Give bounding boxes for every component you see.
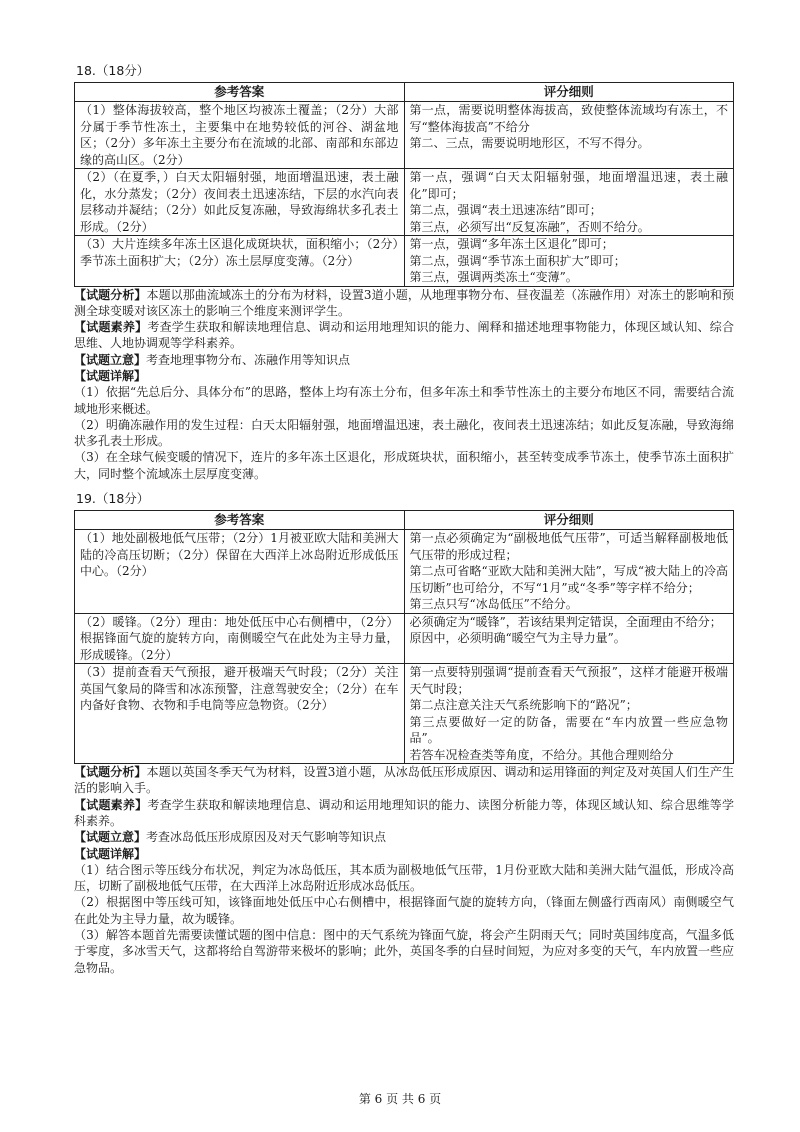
- analysis-text: （2）明确冻融作用的发生过程：白天太阳辐射强，地面增温迅速，表土融化，夜间表土迅速冻结；如此反复冻融，导致海绵状多孔表土形成。: [74, 417, 734, 449]
- table-row: [75, 102, 734, 169]
- analysis-text: 考查地理事物分布、冻融作用等知识点: [146, 352, 351, 367]
- analysis-text: 考查冰岛低压形成原因及对天气影响等知识点: [146, 830, 387, 845]
- content: [74, 62, 734, 976]
- rule-text: 第二、三点，需要说明地形区，不写不得分。: [409, 136, 650, 150]
- analysis-text: 考查学生获取和解读地理信息、调动和运用地理知识的能力、读图分析能力等，体现区域认知、综合思维等学科素养。: [74, 797, 734, 828]
- analysis-paragraph: [74, 764, 734, 797]
- answer-text: （3）提前查看天气预报，避开极端天气时段；（2分）关注英国气象局的降雪和冰冻预警，注意驾驶安全；（2分）在车内备好食物、衣物和手电筒等应急物资。（2分）: [80, 665, 399, 713]
- analysis-text: 本题以那曲流域冻土的分布为材料，设置3道小题，从地理事物分布、昼夜温差（冻融作用）对冻土的影响和预测全球变暖对该区冻土的影响三个维度来测评学生。: [74, 287, 734, 318]
- analysis-paragraph: [74, 417, 734, 450]
- table-row: [75, 613, 734, 664]
- analysis-paragraph: [74, 449, 734, 482]
- rule-text: 第一点要特别强调“提前查看天气预报”，这样才能避开极端天气时段；: [409, 665, 728, 696]
- analysis-paragraph: [74, 368, 734, 384]
- analysis-paragraph: [74, 287, 734, 320]
- analysis-paragraph: [74, 384, 734, 417]
- question-18-analysis: [74, 287, 734, 483]
- answer-text: （2）暖锋。（2分）理由：地处低压中心右侧槽中，（2分）根据锋面气旋的旋转方向，南侧暖空气在此处为主导力量，形成暖锋。（2分）: [80, 614, 399, 662]
- analysis-tag: 【试题立意】: [74, 352, 147, 367]
- analysis-paragraph: [74, 352, 734, 368]
- answer-cell: [75, 613, 405, 664]
- rule-text: 第二点可省略“亚欧大陆和美洲大陆”，写成“被大陆上的冷高压切断”也可给分，不写“1月”或“冬季”等字样不给分；: [409, 564, 728, 595]
- rule-cell: [404, 169, 734, 236]
- question-19-answer-table: [74, 510, 734, 764]
- rule-text: 第二点，强调“表土迅速冻结”即可；: [409, 203, 602, 217]
- rule-text: 第一点，强调“多年冻土区退化”即可；: [409, 237, 614, 251]
- rule-text: 第一点，强调“白天太阳辐射强，地面增温迅速，表土融化”即可；: [409, 170, 728, 201]
- rule-cell: [404, 613, 734, 664]
- rule-text: 若答车况检查类等角度，不给分。其他合理则给分: [409, 747, 674, 762]
- rule-text: 第三点要做好一定的防备，需要在“车内放置一些应急物品”。: [409, 714, 728, 746]
- rule-text: 第三点，强调两类冻土“变薄”。: [409, 270, 578, 284]
- analysis-tag: 【试题素养】: [74, 320, 148, 335]
- rule-text: 第三点，必须写出“反复冻融”，否则不给分。: [409, 219, 650, 234]
- rule-text: 第三点只写“冰岛低压”不给分。: [409, 597, 578, 612]
- header-reference-answer: 参考答案: [75, 511, 405, 530]
- question-18-title: 18.（18分）: [76, 63, 150, 78]
- analysis-paragraph: [74, 319, 734, 352]
- rule-text: 第二点，强调“季节冻土面积扩大”即可；: [409, 253, 626, 268]
- answer-cell: [75, 236, 405, 287]
- rule-text: 第一点，需要说明整体海拔高，致使整体流域均有冻土，不写“整体海拔高”不给分: [409, 103, 728, 134]
- table-header-row: [75, 83, 734, 102]
- rule-text: 第一点必须确定为“副极地低气压带”，可适当解释副极地低气压带的形成过程；: [409, 531, 728, 562]
- header-scoring-rules: 评分细则: [404, 83, 734, 102]
- answer-text: （1）整体海拔较高，整个地区均被冻土覆盖；（2分）大部分属于季节性冻土，主要集中在地势较低的河谷、湖盆地区；（2分）多年冻土主要分布在流域的北部、南部和东部边缘的高山区。（2分）: [80, 103, 399, 167]
- analysis-text: （3）在全球气候变暖的情况下，连片的多年冻土区退化，形成斑块状，面积缩小，甚至转变成季节冻土，使季节冻土面积扩大，同时整个流域冻土层厚度变薄。: [74, 450, 734, 481]
- analysis-text: （3）解答本题首先需要读懂试题的图中信息：图中的天气系统为锋面气旋，将会产生阴雨天气；同时英国纬度高，气温多低于零度，多冰雪天气，这都将给自驾游带来极坏的影响；此外，英国冬季的白昼时间短，为应对多变的天气，车内放置一些应急物品。: [74, 928, 735, 975]
- analysis-text: （1）依据“先总后分、具体分布”的思路，整体上均有冻土分布，但多年冻土和季节性冻土的主要分布地区不同，需要结合流域地形来概述。: [74, 385, 734, 416]
- question-19-title: 19.（18分）: [76, 491, 150, 507]
- table-row: [75, 664, 734, 764]
- analysis-tag: 【试题详解】: [74, 368, 147, 383]
- table-row: [75, 530, 734, 614]
- analysis-text: （1）结合图示等压线分布状况，判定为冰岛低压，其本质为副极地低气压带，1月份亚欧大陆和美洲大陆气温低，形成冷高压，切断了副极地低气压带，在大西洋上冰岛附近形成冰岛低压。: [74, 862, 734, 894]
- analysis-paragraph: [74, 829, 734, 845]
- analysis-text: 考查学生获取和解读地理信息、调动和运用地理知识的能力、阐释和描述地理事物能力，体现区域认知、综合思维、人地协调观等学科素养。: [74, 320, 734, 351]
- page-footer: 第 6 页 共 6 页: [358, 1092, 442, 1106]
- answer-text: （3）大片连续多年冻土区退化成斑块状，面积缩小；（2分）季节冻土面积扩大；（2分）冻土层厚度变薄。（2分）: [80, 237, 399, 268]
- rule-text: 原因中，必须明确“暖空气为主导力量”。: [409, 631, 626, 646]
- analysis-text: （2）根据图中等压线可知，该锋面地处低压中心右侧槽中，根据锋面气旋的旋转方向，（锋面左侧盛行西南风）南侧暖空气在此处为主导力量，故为暖锋。: [74, 895, 734, 926]
- rule-cell: [404, 236, 734, 287]
- rule-cell: [404, 664, 734, 764]
- analysis-paragraph: [74, 927, 734, 976]
- analysis-paragraph: [74, 846, 734, 862]
- answer-cell: [75, 169, 405, 236]
- analysis-tag: 【试题素养】: [74, 797, 148, 812]
- rule-text: 第二点注意关注天气系统影响下的“路况”；: [409, 698, 638, 713]
- analysis-tag: 【试题分析】: [74, 765, 147, 780]
- rule-cell: [404, 102, 734, 169]
- header-scoring-rules: 评分细则: [404, 511, 734, 530]
- analysis-tag: 【试题分析】: [74, 287, 147, 302]
- table-header-row: [75, 511, 734, 530]
- analysis-paragraph: [74, 862, 734, 895]
- answer-cell: [75, 664, 405, 764]
- table-row: [75, 169, 734, 236]
- answer-text: （2）（在夏季，）白天太阳辐射强，地面增温迅速，表土融化，水分蒸发；（2分）夜间表土迅速冻结，下层的水汽向表层移动并凝结；（2分）如此反复冻融，导致海绵状多孔表土形成。（2分）: [80, 170, 399, 234]
- answer-cell: [75, 530, 405, 614]
- rule-cell: [404, 530, 734, 614]
- analysis-tag: 【试题立意】: [74, 830, 147, 845]
- header-reference-answer: 参考答案: [75, 83, 405, 102]
- answer-text: （1）地处副极地低气压带；（2分）1月被亚欧大陆和美洲大陆的冷高压切断；（2分）保留在大西洋上冰岛附近形成低压中心。（2分）: [80, 531, 399, 579]
- analysis-paragraph: [74, 797, 734, 830]
- analysis-text: 本题以英国冬季天气为材料，设置3道小题，从冰岛低压形成原因、调动和运用锋面的判定及对英国人们生产生活的影响入手。: [74, 765, 734, 796]
- table-row: [75, 236, 734, 287]
- question-19-analysis: [74, 764, 734, 976]
- rule-text: 必须确定为“暖锋”，若该结果判定错误，全面理由不给分；: [409, 614, 722, 629]
- answer-cell: [75, 102, 405, 169]
- analysis-paragraph: [74, 894, 734, 927]
- analysis-tag: 【试题详解】: [74, 846, 147, 861]
- question-18-answer-table: [74, 82, 734, 287]
